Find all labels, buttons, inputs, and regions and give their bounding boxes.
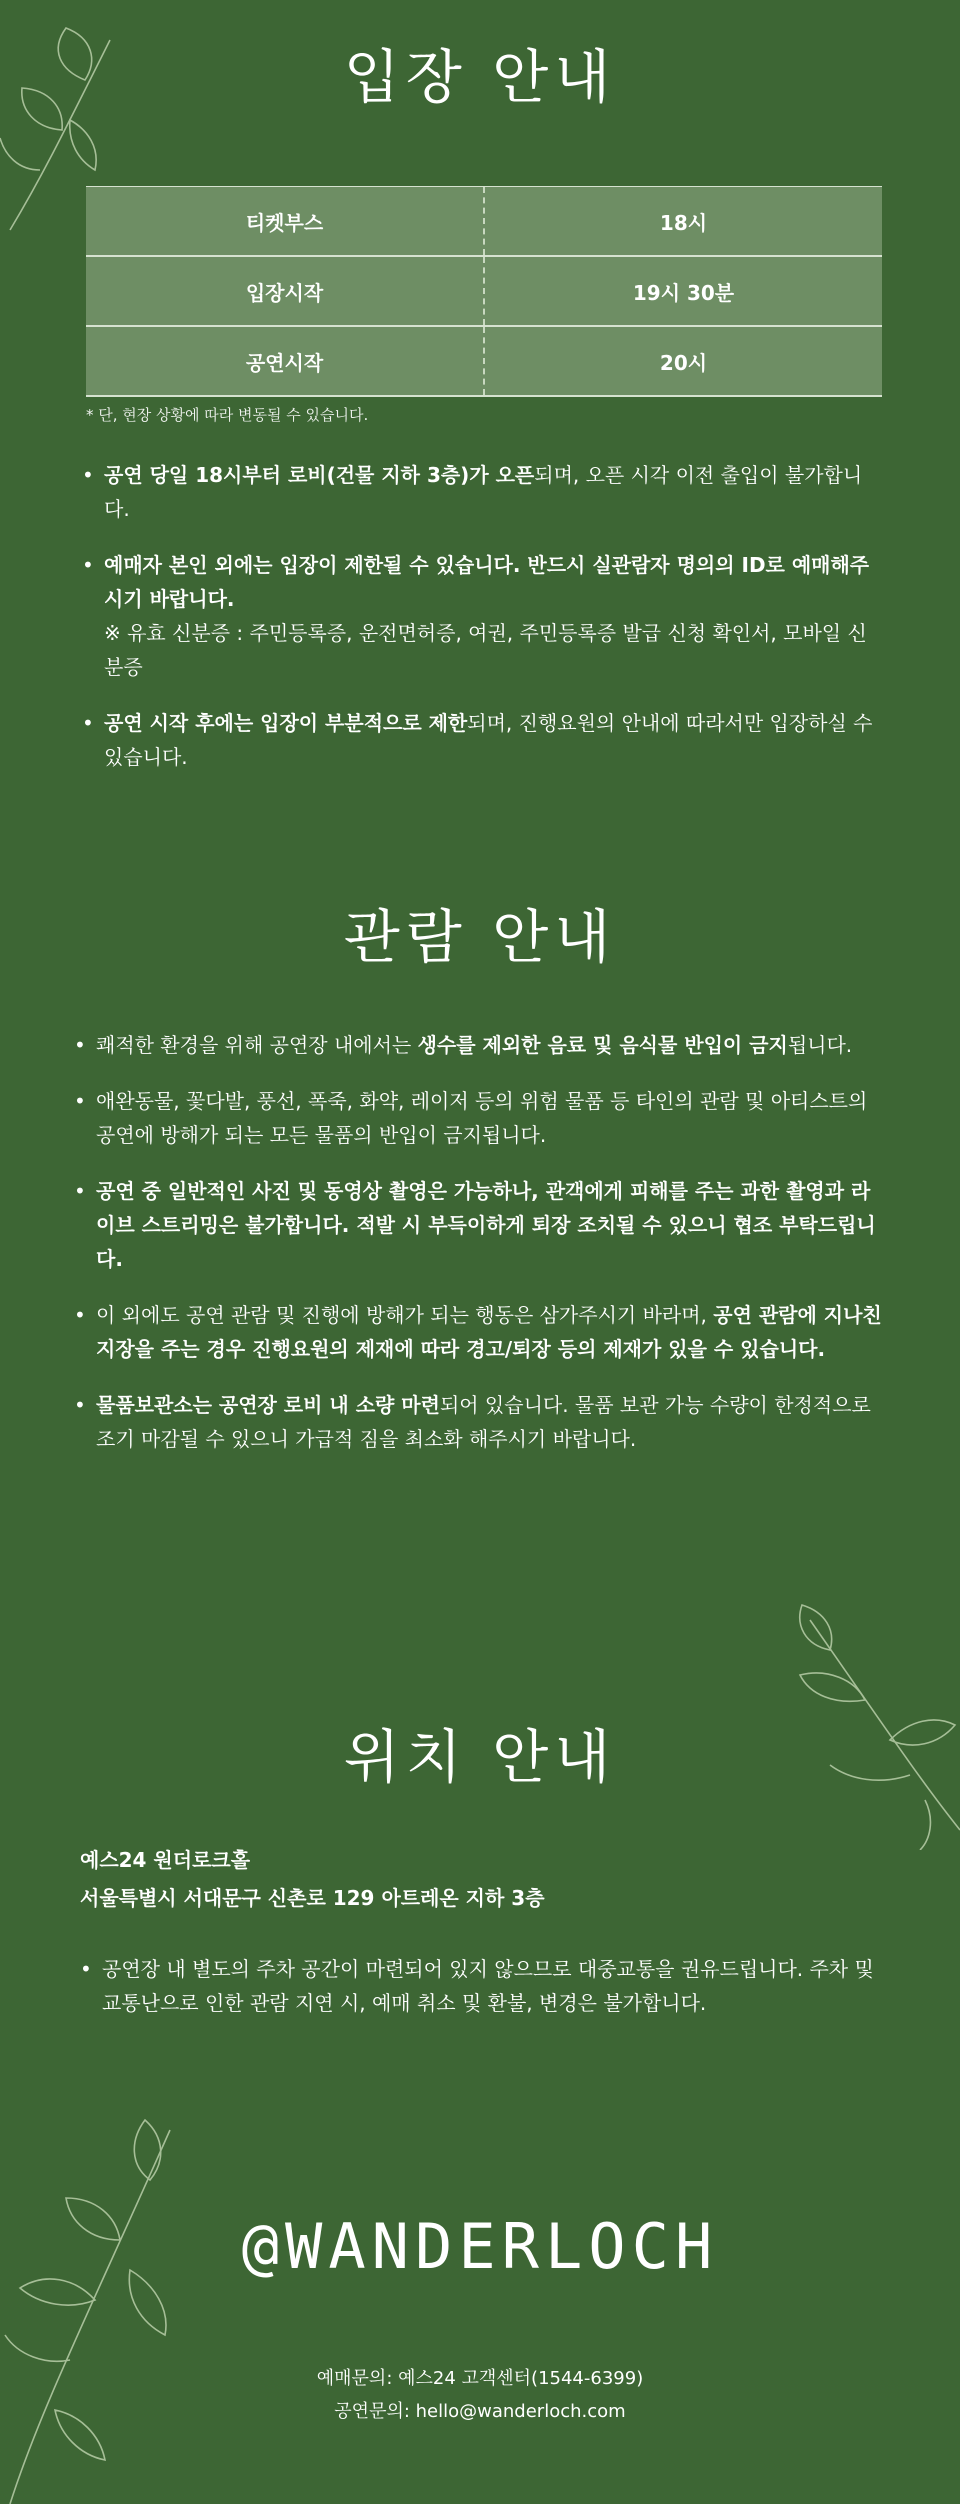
schedule-note: * 단, 현장 상황에 따라 변동될 수 있습니다.: [86, 406, 369, 424]
list-item: [80, 1952, 886, 2020]
list-item: [74, 1084, 884, 1152]
bullet-text: 되며, 오픈 시각 이전 출입이 불가합니다.: [104, 463, 863, 521]
viewing-bullet-list: [74, 1028, 884, 1478]
bullet-bold-text: 공연 당일 18시부터 로비(건물 지하 3층)가 오픈: [104, 463, 535, 487]
bullet-bold-text: 공연 시작 후에는 입장이 부분적으로 제한: [104, 711, 468, 735]
table-value: 18시: [659, 210, 708, 235]
list-item: [74, 1388, 884, 1456]
bullet-text: 이 외에도 공연 관람 및 진행에 방해가 되는 행동은 삼가주시기 바라며,: [96, 1303, 714, 1327]
entry-bullet-list: [82, 458, 882, 796]
bullet-text: 되어 있습니다. 물품 보관 가능 수량이 한정적으로 조기 마감될 수 있으니 가급적 짐을 최소화 해주시기 바랍니다.: [96, 1393, 871, 1451]
brand-logo: @WANDERLOCH: [241, 2210, 719, 2283]
location-title: 위치 안내: [343, 1723, 617, 1791]
id-note: ※ 유효 신분증 : 주민등록증, 운전면허증, 여권, 주민등록증 발급 신청 확인서, 모바일 신분증: [104, 621, 867, 679]
leaf-branch-bottom-left: [0, 2110, 190, 2504]
entry-time-table: [86, 186, 882, 397]
venue-name: 예스24 원더로크홀: [80, 1848, 251, 1872]
list-item: [74, 1174, 884, 1276]
bullet-bold-text: 물품보관소는 공연장 로비 내 소량 마련: [96, 1393, 440, 1417]
table-row: [86, 257, 882, 327]
bullet-text: 되며, 진행요원의 안내에 따라서만 입장하실 수 있습니다.: [104, 711, 873, 769]
table-row: [86, 327, 882, 397]
bullet-bold-text: 예매자 본인 외에는 입장이 제한될 수 있습니다. 반드시 실관람자 명의의 ID로 예매해주시기 바랍니다.: [104, 553, 870, 611]
bullet-text: 됩니다.: [787, 1033, 853, 1057]
table-label: 티켓부스: [86, 187, 485, 255]
list-item: [74, 1298, 884, 1366]
location-bullet-list: [80, 1952, 886, 2042]
list-item: [82, 458, 882, 526]
bullet-bold-text: 공연 중 일반적인 사진 및 동영상 촬영은 가능하나, 관객에게 피해를 주는 과한 촬영과 라이브 스트리밍은 불가합니다. 적발 시 부득이하게 퇴장 조치될 수 있으니 협조 부탁드립니다.: [96, 1179, 876, 1271]
table-row: [86, 187, 882, 257]
list-item: [74, 1028, 884, 1062]
show-contact: 공연문의: hello@wanderloch.com: [334, 2401, 626, 2422]
viewing-title: 관람 안내: [343, 903, 617, 971]
table-value: 19시 30분: [632, 280, 735, 305]
table-value: 20시: [659, 350, 708, 375]
entry-title: 입장 안내: [343, 43, 617, 111]
list-item: [82, 706, 882, 774]
bullet-text: 애완동물, 꽃다발, 풍선, 폭죽, 화약, 레이저 등의 위험 물품 등 타인의 관람 및 아티스트의 공연에 방해가 되는 모든 물품의 반입이 금지됩니다.: [96, 1089, 868, 1147]
bullet-text: 공연장 내 별도의 주차 공간이 마련되어 있지 않으므로 대중교통을 권유드립니다. 주차 및 교통난으로 인한 관람 지연 시, 예매 취소 및 환불, 변경은 불가합니다.: [102, 1957, 874, 2015]
list-item: [82, 548, 882, 684]
bullet-bold-text: 생수를 제외한 음료 및 음식물 반입이 금지: [417, 1033, 788, 1057]
table-label: 입장시작: [86, 257, 485, 325]
bullet-bold-text: 공연 관람에 지나친 지장을 주는 경우 진행요원의 제재에 따라 경고/퇴장 등의 제재가 있을 수 있습니다.: [96, 1303, 882, 1361]
table-label: 공연시작: [86, 327, 485, 395]
ticket-contact: 예매문의: 예스24 고객센터(1544-6399): [316, 2368, 644, 2389]
venue-address: 서울특별시 서대문구 신촌로 129 아트레온 지하 3층: [80, 1886, 545, 1910]
bullet-text: 쾌적한 환경을 위해 공연장 내에서는: [96, 1033, 418, 1057]
